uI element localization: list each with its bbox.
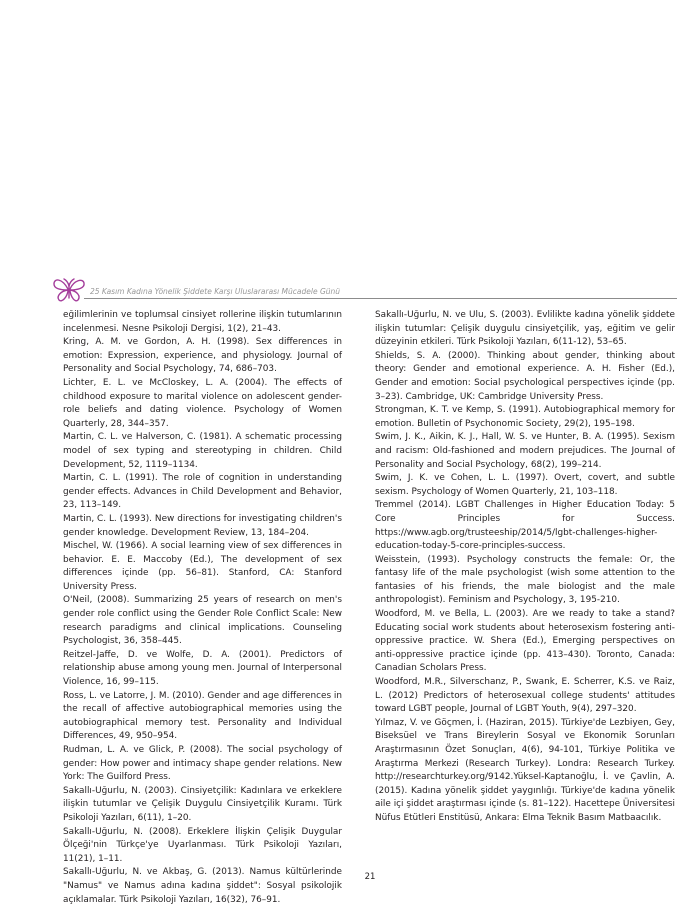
- reference-entry: Reitzel-Jaffe, D. ve Wolfe, D. A. (2001). Predictors of relationship abuse among young men. Journal of Interpersonal Violence, 16, 99–115.: [63, 649, 342, 688]
- references-left-column: [63, 309, 342, 907]
- reference-entry: Woodford, M.R., Silverschanz, P., Swank, E. Scherrer, K.S. ve Raiz, L. (2012) Predictors of heterosexual college students' attitudes toward LGBT people, Journal of LGBT Youth, 9(4), 297–320.: [375, 677, 675, 715]
- reference-entry: Swim, J. K., Aikin, K. J., Hall, W. S. ve Hunter, B. A. (1995). Sexism and racism: Old-fashioned and modern prejudices. The Journal of Personality and Social Psychology, 68(2), 199–214.: [375, 432, 675, 470]
- reference-entry: Lichter, E. L. ve McCloskey, L. A. (2004). The effects of childhood exposure to marital violence on adolescent gender-role beliefs and dating violence. Psychology of Women Quarterly, 28, 344–357.: [63, 377, 342, 429]
- reference-entry: O'Neil, (2008). Summarizing 25 years of research on men's gender role conflict using the Gender Role Conflict Scale: New research paradigms and clinical implications. Counseling Psychologist, 36, 358–445.: [63, 595, 342, 647]
- reference-entry: Martin, C. L. ve Halverson, C. (1981). A schematic processing model of sex typing and stereotyping in children. Child Development, 52, 1119–1134.: [63, 432, 342, 470]
- references-right-column: [375, 309, 675, 826]
- reference-entry: eğilimlerinin ve toplumsal cinsiyet rollerine ilişkin tutumlarının incelenmesi. Nesne Psikoloji Dergisi, 1(2), 21–43.: [63, 310, 342, 334]
- reference-entry: Ross, L. ve Latorre, J. M. (2010). Gender and age differences in the recall of affective autobiographical memories using the autobiographical memory test. Personality and Individual Differences, 49, 950–954.: [63, 690, 342, 742]
- reference-entry: Sakallı-Uğurlu, N. (2003). Cinsiyetçilik: Kadınlara ve erkeklere ilişkin tutumlar ve Çelişik Duygulu Cinsiyetçilik Kuramı. Türk Psikoloji Yazıları, 6(11), 1–20.: [63, 785, 342, 823]
- reference-entry: Weisstein, (1993). Psychology constructs the female: Or, the fantasy life of the male psychologist (wish some attention to the fantasies of his friends, the male biologist and the male anthropologist). Feminism and Psychology, 3, 195-210.: [375, 554, 675, 606]
- reference-entry: Sakallı-Uğurlu, N. ve Akbaş, G. (2013). Namus kültürlerinde "Namus" ve Namus adına kadına şiddet": Sosyal psikolojik açıklamalar. Türk Psikoloji Yazıları, 16(32), 76–91.: [63, 867, 342, 905]
- reference-entry: Martin, C. L. (1991). The role of cognition in understanding gender effects. Advances in Child Development and Behavior, 23, 113–149.: [63, 473, 342, 511]
- reference-entry: Sakallı-Uğurlu, N. (2008). Erkeklere İlişkin Çelişik Duygular Ölçeği'nin Türkçe'ye Uyarlanması. Türk Psikoloji Yazıları, 11(21), 1–11.: [63, 826, 342, 864]
- reference-entry: Martin, C. L. (1993). New directions for investigating children's gender knowledge. Development Review, 13, 184–204.: [63, 513, 342, 538]
- reference-entry: Shields, S. A. (2000). Thinking about gender, thinking about theory: Gender and emotional experience. A. H. Fisher (Ed.), Gender and emotion: Social psychological perspectives içinde (pp. 3–23). Cambridge, UK: Cambridge University Press.: [375, 350, 675, 402]
- reference-entry: Mischel, W. (1966). A social learning view of sex differences in behavior. E. E. Maccoby (Ed.), The development of sex differences içinde (pp. 56–81). Stanford, CA: Stanford University Press.: [63, 541, 342, 592]
- reference-entry: Rudman, L. A. ve Glick, P. (2008). The social psychology of gender: How power and intimacy shape gender relations. New York: The Guilford Press.: [63, 745, 342, 783]
- page-header: [52, 272, 677, 306]
- page-number: 21: [364, 872, 376, 882]
- header-title: 25 Kasım Kadına Yönelik Şiddete Karşı Uluslararası Mücadele Günü: [90, 287, 341, 296]
- reference-entry: Swim, J. K. ve Cohen, L. L. (1997). Overt, covert, and subtle sexism. Psychology of Women Quarterly, 21, 103–118.: [375, 473, 675, 497]
- reference-entry: Tremmel (2014). LGBT Challenges in Higher Education Today: 5 Core Principles for Success. https://www.agb.org/trusteeship/2014/5/lgbt-challenges-higher-education-today-5-core-principles-success.: [375, 500, 675, 552]
- header-divider: [84, 298, 677, 299]
- reference-entry: Kring, A. M. ve Gordon, A. H. (1998). Sex differences in emotion: Expression, experience, and physiology. Journal of Personality and Social Psychology, 74, 686–703.: [63, 337, 342, 375]
- reference-entry: Strongman, K. T. ve Kemp, S. (1991). Autobiographical memory for emotion. Bulletin of Psychonomic Society, 29(2), 195–198.: [375, 405, 675, 429]
- butterfly-icon: [52, 276, 86, 304]
- reference-entry: Yılmaz, V. ve Göçmen, İ. (Haziran, 2015). Türkiye'de Lezbiyen, Gey, Biseksüel ve Trans Bireylerin Sosyal ve Ekonomik Sorunları Araştırmasının Özet Sonuçları, 4(6), 94-101, Türkiye Politika ve Araştırma Merkezi (Research Turkey). Londra: Research Turkey. http://researchturkey.org/9142.Yüksel-Kaptanoğlu, İ. ve Çavlin, A. (2015). Kadına yönelik şiddet yaygınlığı. Türkiye'de kadına yönelik aile içi şiddet araştırması içinde (s. 81–122). Hacettepe Üniversitesi Nüfus Etütleri Enstitüsü, Ankara: Elma Teknik Basım Matbaacılık.: [375, 717, 675, 823]
- reference-entry: Woodford, M. ve Bella, L. (2003). Are we ready to take a stand? Educating social work students about heterosexism fostering anti-oppressive practice. W. Shera (Ed.), Emerging perspectives on anti-oppressive practice içinde (pp. 413–430). Toronto, Canada: Canadian Scholars Press.: [375, 609, 675, 674]
- reference-entry: Sakallı-Uğurlu, N. ve Ulu, S. (2003). Evlilikte kadına yönelik şiddete ilişkin tutumlar: Çelişik duygulu cinsiyetçilik, yaş, eğitim ve gelir düzeyinin etkileri. Türk Psikoloji Yazıları, 6(11-12), 53–65.: [375, 310, 675, 348]
